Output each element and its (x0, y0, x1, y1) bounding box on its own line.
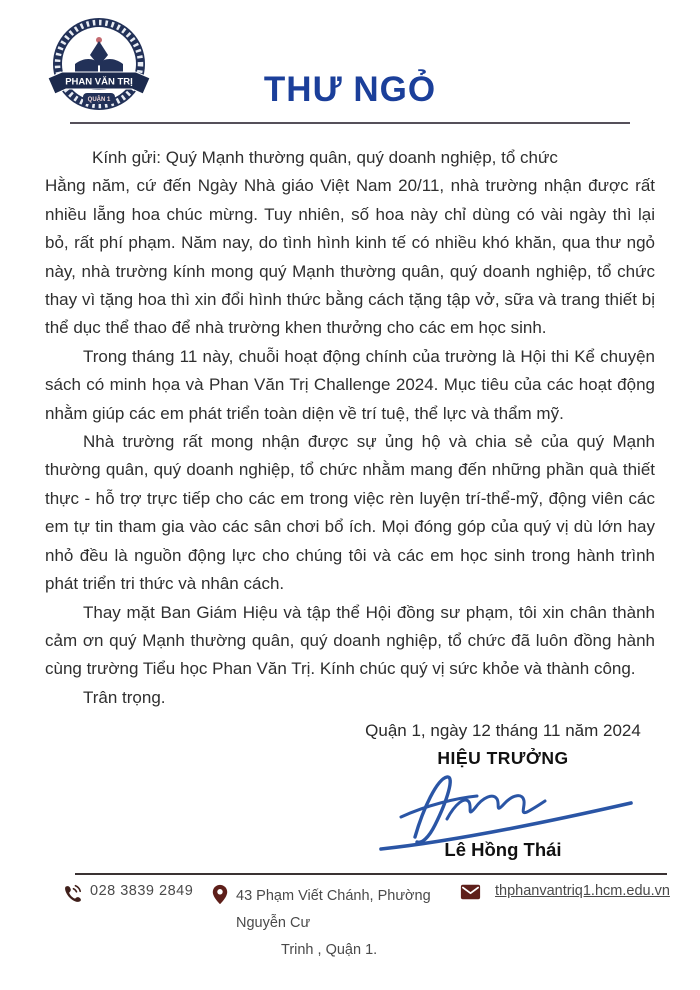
website-link[interactable]: thphanvantriq1.hcm.edu.vn (495, 883, 670, 900)
address-line-2: Trinh , Quận 1. (281, 942, 378, 959)
address-text (236, 883, 458, 964)
address-line-1: 43 Phạm Viết Chánh, Phường Nguyễn Cư (236, 888, 431, 932)
paragraph-1: Hằng năm, cứ đến Ngày Nhà giáo Việt Nam 20/11, nhà trường nhận được rất nhiều lẵng hoa chúc mừng. Tuy nhiên, số hoa này chỉ dùng có vài ngày thì lại bỏ, rất phí phạm. Năm nay, do tình hình kinh tế có nhiều khó khăn, qua thư ngỏ này, nhà trường kính mong quý Mạnh thường quân, quý doanh nghiệp, tổ chức thay vì tặng hoa thì xin đổi hình thức bằng cách tặng tập vở, sữa và trang thiết bị thể dục thể thao để nhà trường khen thưởng cho các em học sinh. (45, 176, 655, 338)
logo-ribbon (48, 72, 150, 104)
signature-block (348, 721, 658, 861)
footer-divider (75, 873, 667, 875)
title-divider (70, 122, 630, 124)
closing-line: Trân trọng. (83, 687, 166, 707)
page-title: THƯ NGỎ (263, 70, 437, 109)
envelope-icon (460, 884, 481, 900)
location-pin-icon (212, 884, 228, 905)
date-line: Quận 1, ngày 12 tháng 11 năm 2024 (365, 721, 641, 741)
footer (0, 883, 700, 964)
school-logo-badge (44, 14, 154, 126)
salutation-line: Kính gửi: Quý Mạnh thường quân, quý doanh nghiệp, tổ chức (92, 148, 558, 167)
footer-phone (62, 883, 212, 903)
signer-name: Lê Hồng Thái (444, 839, 562, 861)
footer-address (212, 883, 458, 964)
letter-body (45, 144, 655, 712)
logo-district: QUẬN 1 (87, 97, 111, 103)
footer-website (460, 883, 670, 900)
school-logo (44, 14, 154, 126)
paragraph-4: Thay mặt Ban Giám Hiệu và tập thể Hội đồng sư phạm, tôi xin chân thành cảm ơn quý Mạnh thường quân, quý doanh nghiệp, tổ chức đã luôn đồng hành cùng trường Tiểu học Phan Văn Trị. Kính chúc quý vị sức khỏe và thành công. (45, 602, 655, 679)
phone-number: 028 3839 2849 (90, 883, 194, 900)
paragraph-3: Nhà trường rất mong nhận được sự ủng hộ và chia sẻ của quý Mạnh thường quân, quý doanh nghiệp, tổ chức nhằm mang đến những phần quà thiết thực - hỗ trợ trực tiếp cho các em trong việc rèn luyện trí-thể-mỹ, động viên các em tự tin tham gia vào các sân chơi bổ ích. Mọi đóng góp của quý vị dù lớn hay nhỏ đều là nguồn động lực cho chúng tôi và các em học sinh trong hành trình phát triển tri thức và nhân cách. (45, 432, 655, 594)
phone-icon (62, 884, 81, 903)
signer-title: HIỆU TRƯỞNG (437, 748, 569, 769)
logo-school-name: PHAN VĂN TRỊ (65, 76, 133, 88)
paragraph-2: Trong tháng 11 này, chuỗi hoạt động chính của trường là Hội thi Kể chuyện sách có minh họa và Phan Văn Trị Challenge 2024. Mục tiêu của các hoạt động nhằm giúp các em phát triển toàn diện về trí tuệ, thể lực và thẩm mỹ. (45, 346, 655, 423)
